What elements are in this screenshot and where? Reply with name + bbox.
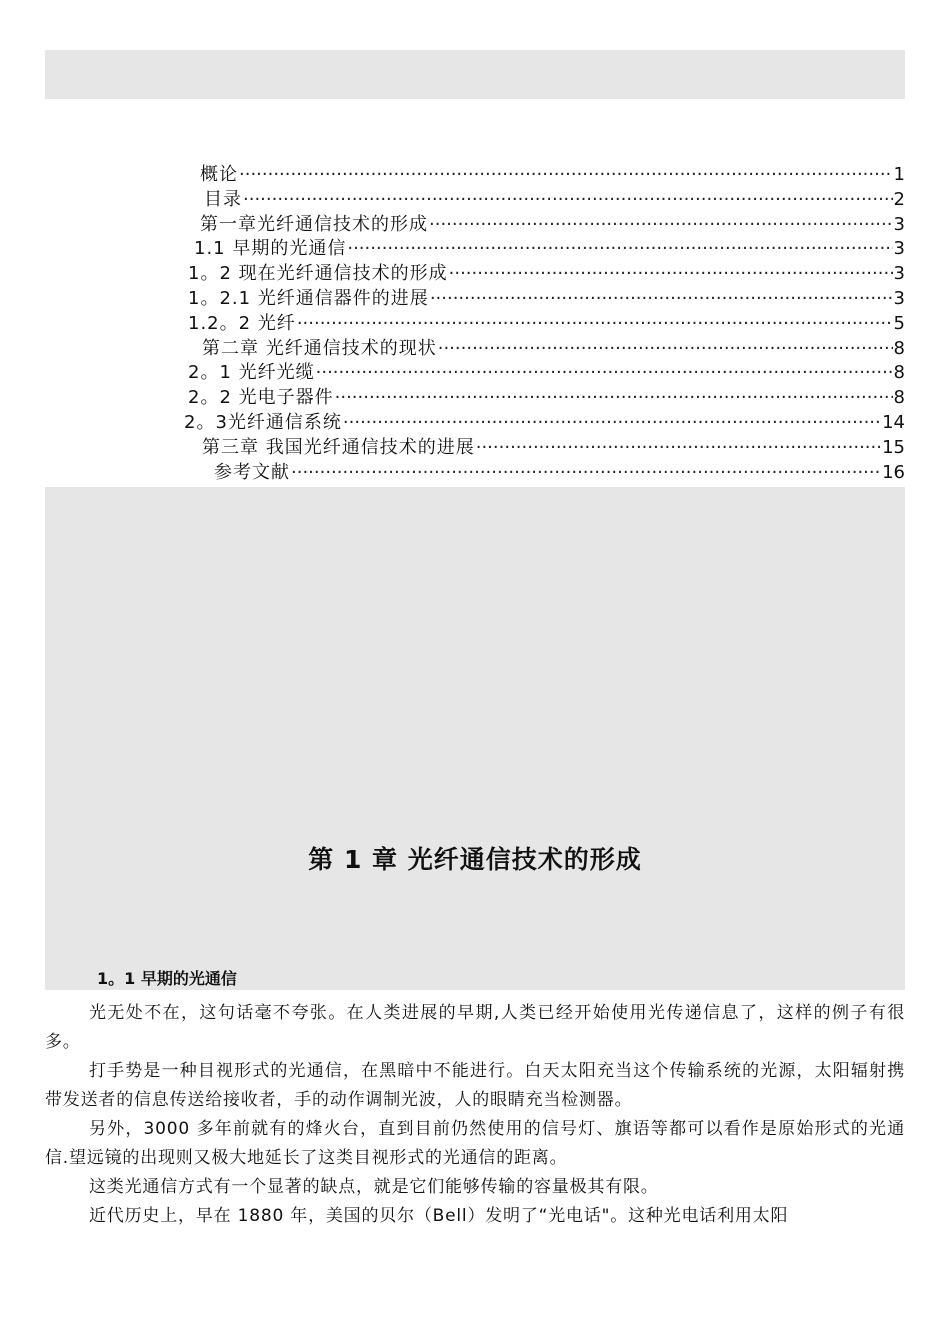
toc-entry[interactable] (180, 436, 905, 461)
toc-entry[interactable] (180, 411, 905, 436)
toc-entry-page: 2 (893, 188, 905, 210)
toc-leader-dots (239, 163, 893, 188)
toc-entry-page: 1 (893, 164, 905, 185)
toc-leader-dots (316, 361, 893, 386)
toc-entry-page: 5 (893, 312, 905, 334)
toc-leader-dots (430, 287, 893, 312)
chapter-title: 第 1 章 光纤通信技术的形成 (308, 845, 642, 874)
toc-leader-dots (476, 436, 881, 461)
paragraph: 另外，3000 多年前就有的烽火台，直到目前仍然使用的信号灯、旗语等都可以看作是原始形式的光通信.望远镜的出现则又极大地延长了这类目视形式的光通信的距离。 (45, 1119, 905, 1168)
toc-entry-page: 14 (882, 411, 905, 433)
toc-entry[interactable] (180, 461, 905, 486)
section-heading: 1。1 早期的光通信 (97, 969, 237, 988)
paragraph: 这类光通信方式有一个显著的缺点，就是它们能够传输的容量极其有限。 (89, 1177, 659, 1197)
toc-leader-dots (291, 461, 881, 486)
toc-entry[interactable] (180, 337, 905, 362)
toc-entry[interactable] (180, 237, 905, 262)
toc-leader-dots (243, 188, 893, 213)
header-band (45, 50, 905, 99)
toc-entry-page: 15 (882, 436, 905, 458)
toc-entry[interactable] (180, 213, 905, 238)
toc-leader-dots (347, 237, 892, 262)
toc-entry[interactable] (180, 287, 905, 312)
paragraph: 打手势是一种目视形式的光通信，在黑暗中不能进行。白天太阳充当这个传输系统的光源，太阳辐射携带发送者的信息传送给接收者，手的动作调制光波，人的眼睛充当检测器。 (45, 1061, 905, 1110)
table-of-contents (180, 163, 905, 485)
toc-entry-title: 概论 (200, 164, 238, 185)
toc-entry-title: 1.2。2 光纤 (188, 312, 296, 334)
toc-entry-page: 3 (893, 238, 905, 260)
toc-entry[interactable] (180, 163, 905, 188)
toc-entry-title: 1。2 现在光纤通信技术的形成 (188, 263, 448, 285)
toc-entry-title: 第二章 光纤通信技术的现状 (202, 337, 437, 359)
toc-entry[interactable] (180, 262, 905, 287)
toc-entry-title: 2。1 光纤光缆 (188, 362, 315, 384)
toc-entry[interactable] (180, 312, 905, 337)
toc-entry-title: 1。2.1 光纤通信器件的进展 (188, 287, 429, 309)
toc-entry-title: 第三章 我国光纤通信技术的进展 (202, 436, 475, 458)
paragraph: 光无处不在，这句话毫不夸张。在人类进展的早期,人类已经开始使用光传递信息了，这样的例子有很多。 (45, 1003, 905, 1052)
toc-leader-dots (343, 411, 881, 436)
toc-entry-title: 参考文献 (214, 461, 290, 483)
toc-entry[interactable] (180, 386, 905, 411)
toc-leader-dots (449, 262, 893, 287)
toc-entry-title: 第一章光纤通信技术的形成 (200, 213, 428, 235)
toc-entry-title: 2。3光纤通信系统 (184, 411, 342, 433)
body-text (45, 999, 905, 1231)
toc-entry[interactable] (180, 188, 905, 213)
toc-entry-page: 3 (893, 213, 905, 235)
toc-entry-title: 2。2 光电子器件 (188, 387, 334, 409)
chapter-band (45, 487, 905, 990)
toc-leader-dots (438, 337, 893, 362)
toc-leader-dots (335, 386, 893, 411)
toc-leader-dots (297, 312, 893, 337)
paragraph: 近代历史上，早在 1880 年，美国的贝尔（Bell）发明了“光电话"。这种光电话利用太阳 (89, 1206, 789, 1226)
toc-entry-page: 8 (893, 387, 905, 409)
toc-leader-dots (429, 213, 893, 238)
toc-entry-page: 8 (893, 362, 905, 384)
toc-entry-page: 3 (893, 263, 905, 285)
toc-entry-page: 16 (882, 461, 905, 483)
toc-entry-page: 8 (893, 337, 905, 359)
toc-entry[interactable] (180, 361, 905, 386)
toc-entry-title: 1.1 早期的光通信 (194, 238, 347, 260)
toc-entry-page: 3 (893, 287, 905, 309)
toc-entry-title: 目录 (204, 188, 242, 210)
